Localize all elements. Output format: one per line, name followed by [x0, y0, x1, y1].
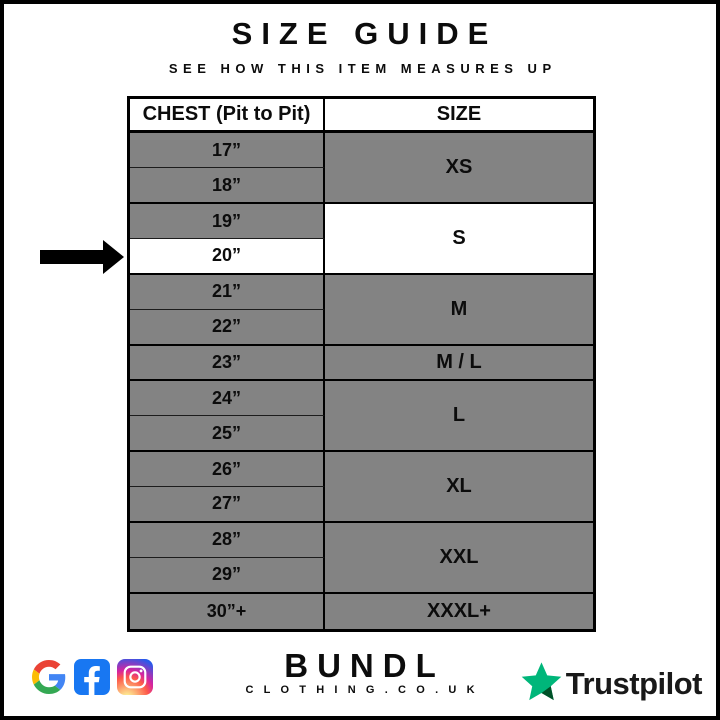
trustpilot-logo	[521, 661, 702, 707]
measurement-cell: 22”	[130, 310, 325, 345]
measurement-cell: 23”	[130, 346, 325, 381]
brand-tagline: C L O T H I N G . C O . U K	[245, 684, 479, 696]
measurement-cell: 20”	[130, 239, 325, 274]
size-cell: XXL	[325, 523, 593, 594]
size-cell: M / L	[325, 346, 593, 381]
trustpilot-label: Trustpilot	[565, 666, 702, 701]
size-cell: XXXL+	[325, 594, 593, 629]
google-icon	[31, 659, 67, 695]
column-header-size: SIZE	[325, 99, 593, 133]
arrow-head	[103, 240, 124, 274]
measurement-cell: 21”	[130, 275, 325, 310]
page-title: SIZE GUIDE	[231, 16, 498, 51]
page-subtitle: SEE HOW THIS ITEM MEASURES UP	[168, 61, 557, 76]
measurement-cell: 29”	[130, 558, 325, 593]
size-cell: XL	[325, 452, 593, 523]
measurement-cell: 26”	[130, 452, 325, 487]
size-cell: S	[325, 204, 593, 275]
instagram-icon	[117, 659, 153, 695]
social-icons	[31, 659, 153, 695]
size-guide-table	[127, 96, 596, 632]
measurement-cell: 27”	[130, 487, 325, 522]
brand-logo	[242, 649, 478, 696]
measurement-cell: 30”+	[130, 594, 325, 629]
measurement-cell: 28”	[130, 523, 325, 558]
arrow-shaft	[40, 250, 106, 264]
measurement-cell: 17”	[130, 133, 325, 168]
column-header-chest: CHEST (Pit to Pit)	[130, 99, 325, 133]
trustpilot-star-icon	[521, 661, 562, 707]
measurement-cell: 24”	[130, 381, 325, 416]
measurement-cell: 25”	[130, 416, 325, 451]
measurement-cell: 18”	[130, 168, 325, 203]
size-cell: XS	[325, 133, 593, 204]
size-cell: M	[325, 275, 593, 346]
row-indicator-arrow	[40, 240, 124, 274]
brand-name: BUNDL	[284, 647, 445, 684]
size-cell: L	[325, 381, 593, 452]
measurement-cell: 19”	[130, 204, 325, 239]
facebook-icon	[74, 659, 110, 695]
